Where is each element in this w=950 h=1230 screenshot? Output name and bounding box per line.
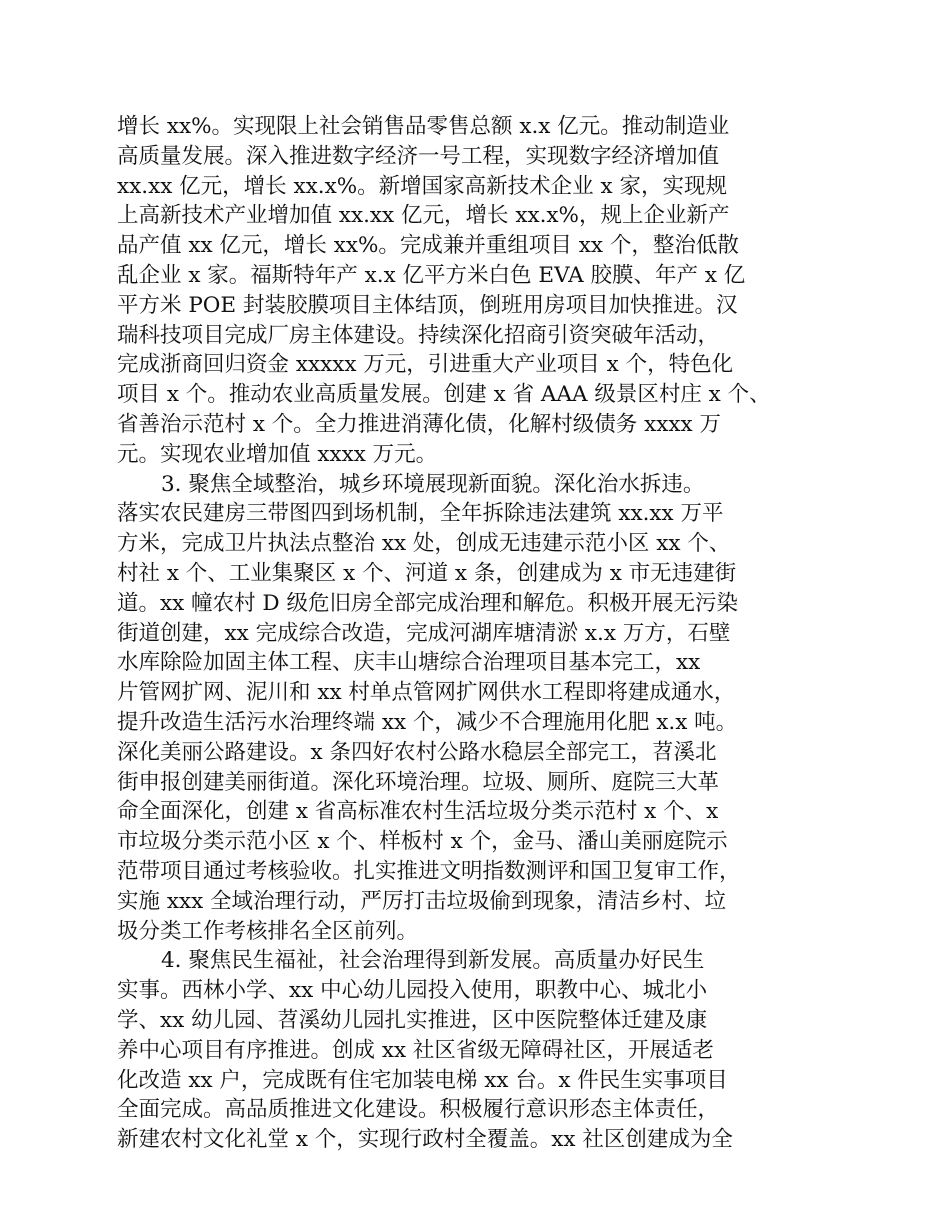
text-line-14: 落实农民建房三带图四到场机制，全年拆除违法建筑 xx.xx 万平 (117, 501, 724, 527)
text-line-11: 省善治示范村 x 个。全力推进消薄化债，化解村级债务 xxxx 万 (117, 411, 721, 437)
text-line-18: 街道创建，xx 完成综合改造，完成河湖库塘清淤 x.x 万方，石壁 (117, 620, 731, 646)
text-line-34: 全面完成。高品质推进文化建设。积极履行意识形态主体责任， (117, 1097, 720, 1123)
section-heading-3: 3. 聚焦全域整治，城乡环境展现新面貌。深化治水拆违。 (161, 471, 705, 497)
text-line-27: 实施 xxx 全域治理行动，严厉打击垃圾偷到现象，清洁乡村、垃 (117, 888, 727, 914)
text-line-22: 深化美丽公路建设。x 条四好农村公路水稳层全部完工，苕溪北 (117, 739, 717, 765)
text-line-17: 道。xx 幢农村 D 级危旧房全部完成治理和解危。积极开展无污染 (117, 590, 738, 616)
text-line-2: 高质量发展。深入推进数字经济一号工程，实现数字经济增加值 (117, 143, 720, 169)
text-line-9: 完成浙商回归资金 xxxxx 万元，引进重大产业项目 x 个，特色化 (117, 352, 734, 378)
text-line-5: 品产值 xx 亿元，增长 xx%。完成兼并重组项目 xx 个，整治低散 (117, 233, 739, 259)
text-line-1: 增长 xx%。实现限上社会销售品零售总额 x.x 亿元。推动制造业 (117, 114, 730, 139)
section-heading-4: 4. 聚焦民生福祉，社会治理得到新发展。高质量办好民生 (161, 948, 705, 974)
text-line-31: 学、xx 幼儿园、苕溪幼儿园扎实推进，区中医院整体迁建及康 (117, 1007, 708, 1033)
text-line-21: 提升改造生活污水治理终端 xx 个，减少不合理施用化肥 x.x 吨。 (117, 709, 738, 735)
text-line-15: 方米，完成卫片执法点整治 xx 处，创成无违建示范小区 xx 个、 (117, 531, 731, 557)
text-line-20: 片管网扩网、泥川和 xx 村单点管网扩网供水工程即将建成通水， (117, 680, 736, 706)
text-line-3: xx.xx 亿元，增长 xx.x%。新增国家高新技术企业 x 家，实现规 (117, 173, 727, 199)
text-line-28: 圾分类工作考核排名全区前列。 (117, 918, 419, 944)
text-line-19: 水库除险加固主体工程、庆丰山塘综合治理项目基本完工，xx (117, 650, 701, 676)
text-line-10: 项目 x 个。推动农业高质量发展。创建 x 省 AAA 级景区村庄 x 个、 (117, 382, 771, 408)
text-line-6: 乱企业 x 家。福斯特年产 x.x 亿平方米白色 EVA 胶膜、年产 x 亿 (117, 262, 746, 288)
text-line-23: 街申报创建美丽街道。深化环境治理。垃圾、厕所、庭院三大革 (117, 769, 720, 795)
text-line-35: 新建农村文化礼堂 x 个，实现行政村全覆盖。xx 社区创建成为全 (117, 1127, 733, 1153)
text-line-33: 化改造 xx 户，完成既有住宅加装电梯 xx 台。x 件民生实事项目 (117, 1067, 728, 1093)
document-body (117, 112, 817, 1155)
text-line-24: 命全面深化，创建 x 省高标准农村生活垃圾分类示范村 x 个、x (117, 799, 719, 825)
text-line-26: 范带项目通过考核验收。扎实推进文明指数测评和国卫复审工作， (117, 858, 741, 884)
text-line-7: 平方米 POE 封装胶膜项目主体结顶，倒班用房项目加快推进。汉 (117, 292, 738, 318)
text-line-8: 瑞科技项目完成厂房主体建设。持续深化招商引资突破年活动， (117, 322, 720, 348)
text-line-25: 市垃圾分类示范小区 x 个、样板村 x 个，金马、潘山美丽庭院示 (117, 829, 728, 855)
text-line-30: 实事。西林小学、xx 中心幼儿园投入使用，职教中心、城北小 (117, 978, 708, 1004)
text-line-12: 元。实现农业增加值 xxxx 万元。 (117, 441, 438, 467)
text-line-16: 村社 x 个、工业集聚区 x 个、河道 x 条，创建成为 x 市无违建街 (117, 560, 737, 586)
text-line-32: 养中心项目有序推进。创成 xx 社区省级无障碍社区，开展适老 (117, 1037, 714, 1063)
text-line-4: 上高新技术产业增加值 xx.xx 亿元，增长 xx.x%，规上企业新产 (117, 203, 730, 229)
